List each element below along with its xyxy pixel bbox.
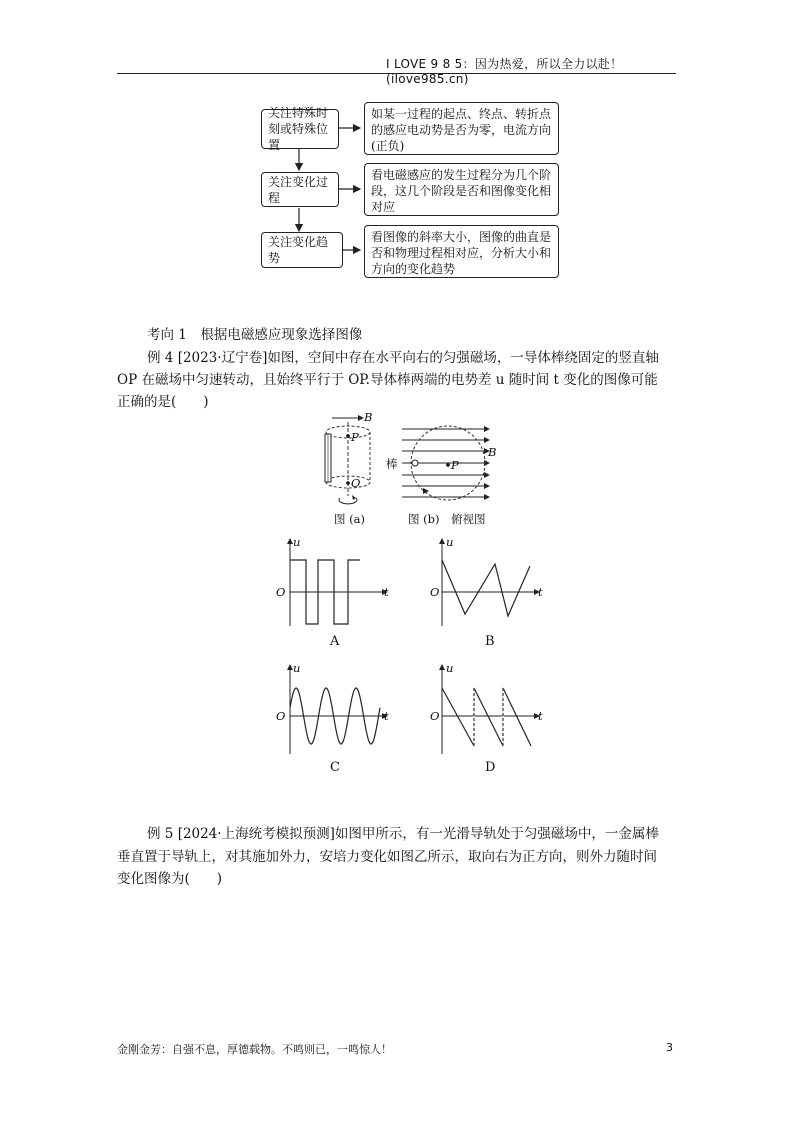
example4-source: [2023·辽宁卷] <box>177 350 268 366</box>
option-b-u-label: u <box>446 535 454 549</box>
figure-a-B-label: B <box>364 410 373 424</box>
example4-line2: OP 在磁场中匀速转动，且始终平行于 OP.导体棒两端的电势差 u 随时间 t 变化的图像可能 <box>117 372 658 388</box>
figure-b-B-label: B <box>488 445 497 459</box>
figure-a-O-label: O <box>351 476 361 490</box>
flow-step-2-label: 关注变化过程 <box>261 172 339 207</box>
example5-prefix: 例 5 <box>147 826 174 842</box>
example5-line1 <box>147 823 659 845</box>
option-d-origin: O <box>430 709 440 723</box>
option-c-graph <box>268 662 398 758</box>
option-c-u-label: u <box>293 661 301 675</box>
figure-b-caption: 图 (b) 俯视图 <box>408 512 486 526</box>
page-header: I LOVE 9 8 5：因为热爱，所以全力以赴！(ilove985.cn) <box>386 57 623 86</box>
figure-a-P-label: P <box>351 430 359 444</box>
option-c-origin: O <box>276 709 286 723</box>
option-d-graph <box>420 662 550 758</box>
flow-step-3-desc: 看图像的斜率大小，图像的曲直是否和物理过程相对应，分析大小和方向的变化趋势 <box>364 225 559 278</box>
figure-a-caption: 图 (a) <box>334 512 365 526</box>
option-b-graph <box>420 536 550 632</box>
option-b-t-label: t <box>538 585 543 599</box>
footer-motto: 金刚金芳：自强不息，厚德载物。不鸣则已，一鸣惊人！ <box>117 1043 392 1056</box>
figure-b <box>396 420 496 504</box>
example4-prefix: 例 4 <box>147 350 174 366</box>
option-b-letter: B <box>485 634 495 649</box>
example4-line3: 正确的是( ) <box>117 394 209 410</box>
section-title: 考向 1 根据电磁感应现象选择图像 <box>147 327 363 343</box>
example5-text1: 如图甲所示，有一光滑导轨处于匀强磁场中，一金属棒 <box>334 826 659 842</box>
example5-line2: 垂直置于导轨上，对其施加外力，安培力变化如图乙所示，取向右为正方向，则外力随时间 <box>117 849 657 865</box>
figure-b-rod-label: 棒 <box>386 457 398 471</box>
option-a-letter: A <box>330 634 340 649</box>
option-b-origin: O <box>430 585 440 599</box>
flow-step-3-label: 关注变化趋势 <box>261 232 343 268</box>
option-a-u-label: u <box>293 535 301 549</box>
example5-line3: 变化图像为( ) <box>117 871 223 887</box>
example5-source: [2024·上海统考模拟预测] <box>177 826 335 842</box>
flow-step-2-desc: 看电磁感应的发生过程分为几个阶段，这几个阶段是否和图像变化相对应 <box>364 163 559 216</box>
option-a-graph <box>268 536 398 632</box>
option-d-letter: D <box>485 760 496 775</box>
option-d-u-label: u <box>446 661 454 675</box>
page-number: 3 <box>666 1041 673 1054</box>
flow-step-1-label: 关注特殊时刻或特殊位置 <box>261 109 339 149</box>
option-a-t-label: t <box>384 585 389 599</box>
example4-line1 <box>147 347 659 369</box>
option-a-origin: O <box>276 585 286 599</box>
figure-a <box>318 412 380 508</box>
figure-b-P-label: P <box>451 458 459 472</box>
flow-step-1-desc: 如某一过程的起点、终点、转折点的感应电动势是否为零，电流方向(正负) <box>364 102 559 155</box>
option-d-t-label: t <box>538 709 543 723</box>
example4-text1: 如图，空间中存在水平向右的匀强磁场，一导体棒绕固定的竖直轴 <box>267 350 659 366</box>
option-c-letter: C <box>330 760 340 775</box>
option-c-t-label: t <box>384 709 389 723</box>
